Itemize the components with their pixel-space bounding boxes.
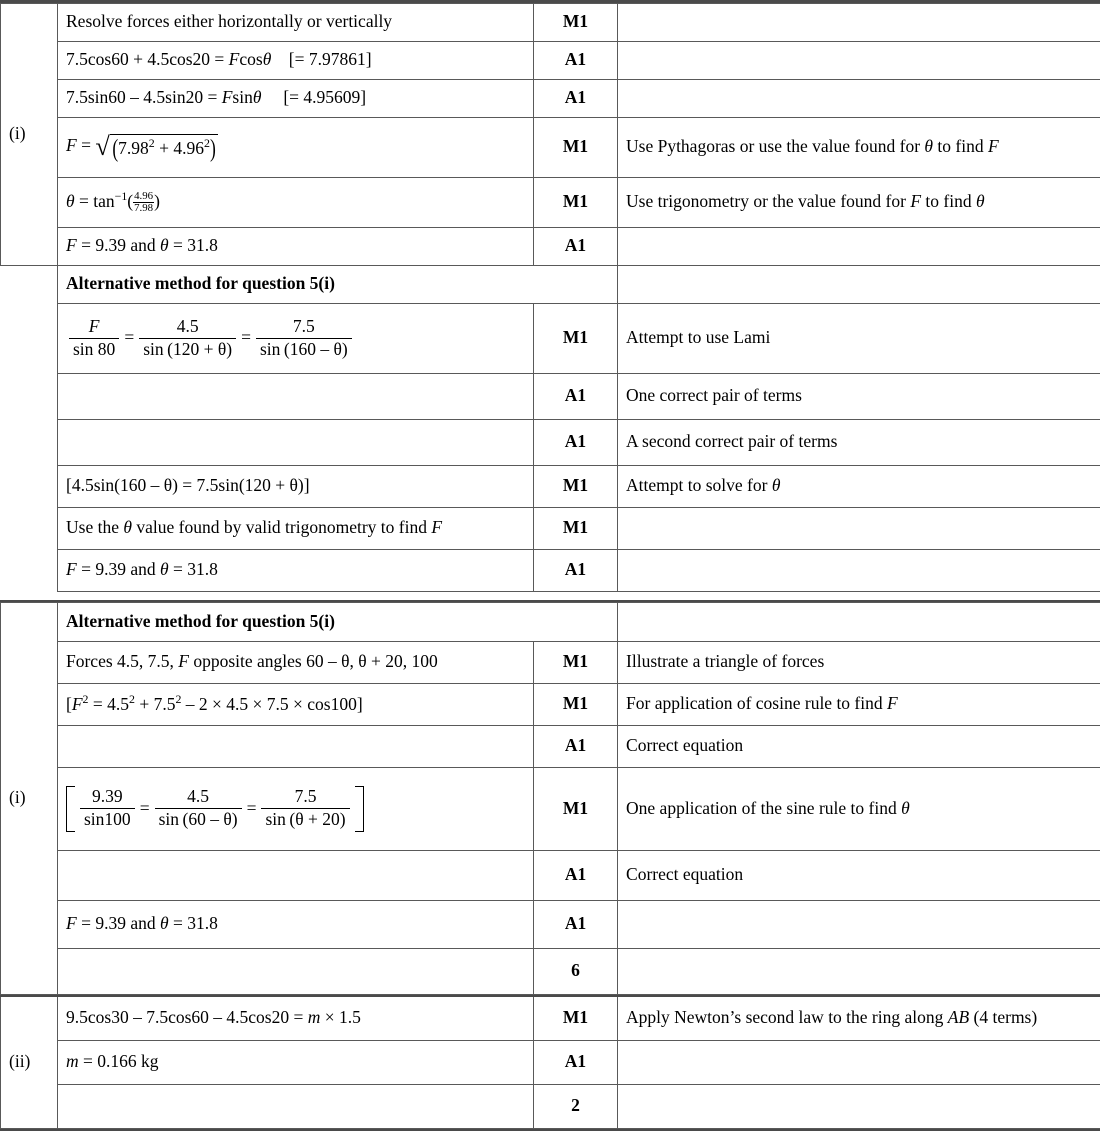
solution-cell bbox=[58, 901, 534, 949]
guidance-cell bbox=[618, 228, 1100, 266]
solution-text-arctan: $\theta = \tan^{-1}$( $\frac{4.96}{7.98}$ ) bbox=[66, 191, 160, 211]
bracket-left bbox=[66, 786, 75, 832]
mark-total-cell: 2 bbox=[534, 1085, 618, 1129]
solution-cell-sine-rule bbox=[58, 768, 534, 851]
table-row bbox=[1, 508, 1100, 550]
guidance-cell bbox=[618, 80, 1100, 118]
mark-cell: A1 bbox=[534, 550, 618, 592]
guidance-text: For application of cosine rule to find F bbox=[626, 693, 898, 713]
mark-cell: M1 bbox=[534, 768, 618, 851]
mark-cell: M1 bbox=[534, 304, 618, 374]
mark-scheme-table-block-1 bbox=[0, 3, 1100, 592]
solution-text: F = 9.39 and θ = 31.8 bbox=[66, 235, 218, 255]
mark-cell: A1 bbox=[534, 851, 618, 901]
guidance-text: One application of the sine rule to find θ bbox=[626, 798, 910, 818]
guidance-cell bbox=[618, 466, 1100, 508]
solution-cell bbox=[58, 228, 534, 266]
solution-text: m = 0.166 kg bbox=[66, 1051, 159, 1071]
table-row bbox=[1, 768, 1100, 851]
solution-cell bbox=[58, 1085, 534, 1129]
solution-cell bbox=[58, 178, 534, 228]
solution-text: $[F^2 = 4.5^2 + 7.5^2 - 2 \times 4.5 \times 7.5 \times \cos 100]$ bbox=[66, 694, 363, 714]
question-label-empty bbox=[1, 304, 58, 592]
guidance-cell: Correct equation bbox=[618, 726, 1100, 768]
question-label-empty bbox=[1, 266, 58, 304]
table-row bbox=[1, 42, 1100, 80]
mark-cell: M1 bbox=[534, 466, 618, 508]
guidance-cell bbox=[618, 996, 1100, 1041]
solution-text: F = 9.39 and θ = 31.8 bbox=[66, 559, 218, 579]
solution-cell bbox=[58, 949, 534, 995]
solution-text: 7.5sin60 – 4.5sin20 = Fsinθ [= 4.95609] bbox=[66, 87, 366, 107]
guidance-text: Use trigonometry or the value found for F to find θ bbox=[626, 191, 985, 211]
solution-cell bbox=[58, 118, 534, 178]
guidance-cell bbox=[618, 1085, 1100, 1129]
table-row bbox=[1, 901, 1100, 949]
guidance-cell: Attempt to use Lami bbox=[618, 304, 1100, 374]
table-row bbox=[1, 80, 1100, 118]
table-row-subheading bbox=[1, 603, 1100, 642]
guidance-cell bbox=[618, 1041, 1100, 1085]
question-label: (i) bbox=[1, 4, 58, 266]
solution-cell bbox=[58, 466, 534, 508]
alternative-method-heading: Alternative method for question 5(i) bbox=[58, 266, 618, 304]
solution-cell bbox=[58, 726, 534, 768]
table-row bbox=[1, 228, 1100, 266]
table-row bbox=[1, 178, 1100, 228]
solution-cell bbox=[58, 851, 534, 901]
guidance-cell bbox=[618, 768, 1100, 851]
mark-cell: M1 bbox=[534, 996, 618, 1041]
solution-cell bbox=[58, 684, 534, 726]
guidance-cell: Illustrate a triangle of forces bbox=[618, 642, 1100, 684]
solution-cell-lami bbox=[58, 304, 534, 374]
guidance-cell bbox=[618, 901, 1100, 949]
mark-cell: M1 bbox=[534, 118, 618, 178]
guidance-cell bbox=[618, 603, 1100, 642]
guidance-text: Attempt to solve for θ bbox=[626, 475, 780, 495]
guidance-cell: A second correct pair of terms bbox=[618, 420, 1100, 466]
solution-text: Use the θ value found by valid trigonometry to find F bbox=[66, 517, 442, 537]
mark-cell: M1 bbox=[534, 642, 618, 684]
table-row-total bbox=[1, 1085, 1100, 1129]
mark-cell: A1 bbox=[534, 42, 618, 80]
guidance-cell bbox=[618, 266, 1100, 304]
solution-cell bbox=[58, 996, 534, 1041]
guidance-cell bbox=[618, 684, 1100, 726]
table-row bbox=[1, 374, 1100, 420]
lami-equation: $\frac{F}{\sin 80}$ = $\frac{4.5}{\sin (120 + \theta)}$ = $\frac{7.5}{\sin (160 - \theta)}$ bbox=[66, 315, 355, 361]
table-row bbox=[1, 1041, 1100, 1085]
solution-cell bbox=[58, 508, 534, 550]
solution-cell bbox=[58, 642, 534, 684]
mark-total-cell: 6 bbox=[534, 949, 618, 995]
solution-cell bbox=[58, 374, 534, 420]
guidance-cell bbox=[618, 118, 1100, 178]
solution-text-sqrt: F = √ (7.98$^2$ + 4.96$^2$) bbox=[66, 135, 218, 155]
mark-scheme-table-block-2 bbox=[0, 602, 1100, 995]
guidance-cell bbox=[618, 178, 1100, 228]
guidance-cell bbox=[618, 4, 1100, 42]
mark-cell: A1 bbox=[534, 228, 618, 266]
table-row bbox=[1, 684, 1100, 726]
block-separator-1 bbox=[0, 592, 1100, 600]
mark-cell: M1 bbox=[534, 684, 618, 726]
guidance-cell bbox=[618, 42, 1100, 80]
bracket-right bbox=[355, 786, 364, 832]
mark-cell: A1 bbox=[534, 80, 618, 118]
question-label: (i) bbox=[1, 603, 58, 995]
mark-cell: M1 bbox=[534, 508, 618, 550]
mark-cell: A1 bbox=[534, 420, 618, 466]
mark-cell: M1 bbox=[534, 4, 618, 42]
solution-cell bbox=[58, 550, 534, 592]
solution-text: 7.5cos60 + 4.5cos20 = Fcosθ [= 7.97861] bbox=[66, 49, 372, 69]
table-row-total bbox=[1, 949, 1100, 995]
table-row bbox=[1, 420, 1100, 466]
table-row bbox=[1, 118, 1100, 178]
table-row bbox=[1, 466, 1100, 508]
solution-cell bbox=[58, 4, 534, 42]
table-row-subheading bbox=[1, 266, 1100, 304]
mark-cell: A1 bbox=[534, 1041, 618, 1085]
table-row bbox=[1, 726, 1100, 768]
table-row bbox=[1, 642, 1100, 684]
mark-cell: A1 bbox=[534, 374, 618, 420]
solution-cell bbox=[58, 80, 534, 118]
solution-text: Forces 4.5, 7.5, F opposite angles 60 – θ, θ + 20, 100 bbox=[66, 651, 438, 671]
alternative-method-heading: Alternative method for question 5(i) bbox=[58, 603, 618, 642]
solution-cell bbox=[58, 42, 534, 80]
table-row bbox=[1, 550, 1100, 592]
solution-text: F = 9.39 and θ = 31.8 bbox=[66, 913, 218, 933]
solution-text: 9.5cos30 – 7.5cos60 – 4.5cos20 = m × 1.5 bbox=[66, 1007, 361, 1027]
solution-text: [4.5sin(160 – θ) = 7.5sin(120 + θ)] bbox=[66, 475, 310, 495]
guidance-text: Use Pythagoras or use the value found for θ to find F bbox=[626, 136, 999, 156]
guidance-cell: Correct equation bbox=[618, 851, 1100, 901]
mark-cell: A1 bbox=[534, 726, 618, 768]
mark-cell: A1 bbox=[534, 901, 618, 949]
guidance-cell: One correct pair of terms bbox=[618, 374, 1100, 420]
table-row bbox=[1, 996, 1100, 1041]
sine-rule-equation: $\frac{9.39}{\sin 100}$ = $\frac{4.5}{\sin (60 - \theta)}$ = $\frac{7.5}{\sin (\theta + 20)}$ bbox=[66, 784, 364, 834]
solution-cell bbox=[58, 1041, 534, 1085]
guidance-cell bbox=[618, 949, 1100, 995]
guidance-cell bbox=[618, 508, 1100, 550]
mark-scheme-table-block-3 bbox=[0, 995, 1100, 1129]
table-row bbox=[1, 4, 1100, 42]
table-row bbox=[1, 304, 1100, 374]
guidance-text: Apply Newton’s second law to the ring along AB (4 terms) bbox=[626, 1007, 1037, 1027]
solution-cell bbox=[58, 420, 534, 466]
guidance-cell bbox=[618, 550, 1100, 592]
table-row bbox=[1, 851, 1100, 901]
mark-cell: M1 bbox=[534, 178, 618, 228]
solution-text: Resolve forces either horizontally or vertically bbox=[66, 11, 392, 31]
question-label: (ii) bbox=[1, 996, 58, 1129]
